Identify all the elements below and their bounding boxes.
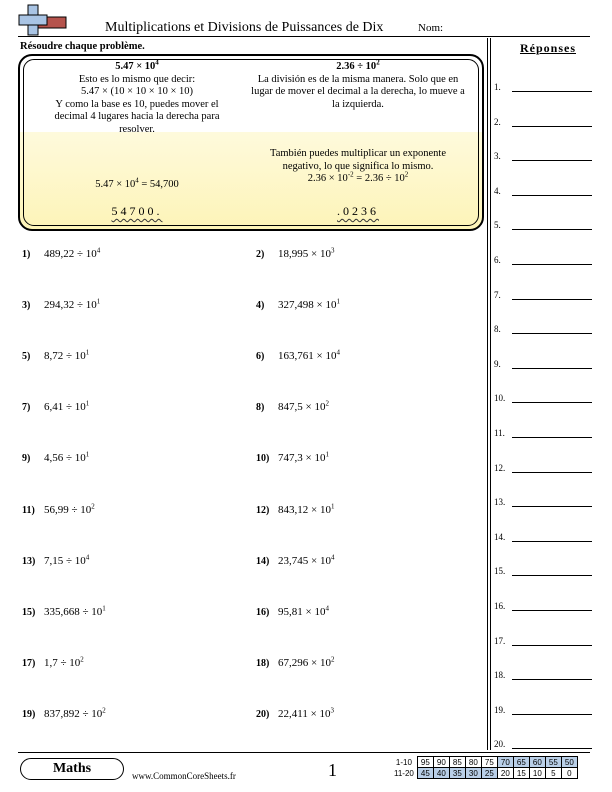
problem-exponent: 2	[330, 655, 335, 664]
problem-number: 20)	[256, 708, 270, 720]
answers-title: Réponses	[519, 41, 576, 55]
example-right-heading: $2.36 \div 10^2$	[336, 58, 380, 72]
problem-expression: 95,81 × 10	[278, 605, 326, 618]
problem-exponent: 2	[91, 501, 95, 510]
answer-field[interactable]	[512, 506, 592, 507]
problem-exponent: 2	[102, 706, 106, 715]
problem-expression: 837,892 ÷ 10	[44, 707, 103, 720]
problem-item	[256, 501, 335, 516]
score-table	[392, 756, 578, 779]
problem-exponent: 2	[325, 399, 329, 408]
problem-number: 11)	[22, 504, 35, 516]
problem-exponent: 4	[85, 552, 90, 561]
answer-label: 17.	[494, 635, 506, 646]
footer-rule	[18, 752, 590, 753]
problem-expression: 843,12 × 10	[278, 503, 331, 516]
answer-label: 13.	[494, 497, 506, 508]
problem-expression: 56,99 ÷ 10	[44, 503, 92, 516]
example-left-line: 5.47 × (10 × 10 × 10 × 10)	[80, 86, 194, 97]
problem-item	[256, 552, 335, 567]
example-right-line: la izquierda.	[332, 98, 384, 110]
score-cell: 60	[529, 757, 545, 768]
score-range-label: 11-20	[394, 768, 414, 778]
problem-expression: 23,745 × 10	[278, 554, 331, 567]
answer-field[interactable]	[512, 748, 592, 749]
score-cell: 75	[481, 757, 497, 768]
answer-field[interactable]	[512, 126, 592, 127]
problem-item	[256, 708, 334, 720]
answer-field[interactable]	[512, 610, 592, 611]
score-cell: 20	[497, 768, 513, 779]
problem-expression: 747,3 × 10	[278, 452, 326, 465]
problem-exponent: 3	[330, 706, 335, 715]
score-cell: 40	[433, 768, 449, 779]
problem-expression: 4,56 ÷ 10	[44, 452, 86, 465]
answer-field[interactable]	[512, 195, 592, 196]
answer-label: 14.	[494, 531, 506, 542]
problem-expression: 294,32 ÷ 10	[44, 299, 97, 312]
problem-item	[22, 501, 95, 516]
answer-label: 15.	[494, 566, 506, 577]
problem-number: 6)	[256, 351, 265, 363]
example-left-line: Y como la base es 10, puedes mover el	[55, 98, 219, 110]
problem-number: 1)	[22, 249, 31, 260]
problem-number: 3)	[22, 300, 31, 312]
answer-label: 10.	[494, 393, 506, 404]
answer-label: 11.	[494, 428, 505, 438]
problem-exponent: 4	[330, 552, 335, 561]
problem-item	[22, 606, 106, 618]
answer-label: 20.	[494, 739, 506, 750]
score-cell: 25	[481, 768, 497, 779]
answer-field[interactable]	[512, 402, 592, 403]
problem-exponent: 1	[85, 399, 90, 408]
answer-label: 5.	[494, 220, 501, 231]
problem-exponent: 1	[336, 297, 340, 306]
score-cell: 5	[545, 768, 561, 779]
problem-number: 12)	[256, 504, 270, 516]
problem-number: 15)	[22, 606, 36, 618]
score-row	[392, 757, 577, 768]
page-title: Multiplications et Divisions de Puissances de Dix	[105, 20, 384, 35]
problem-number: 8)	[256, 402, 265, 414]
problem-expression: 7,15 ÷ 10	[44, 554, 86, 567]
problem-number: 5)	[22, 351, 31, 363]
problem-number: 2)	[256, 249, 265, 260]
instructions: Résoudre chaque problème.	[20, 41, 145, 52]
problem-exponent: 2	[80, 655, 84, 664]
problem-expression: 22,411 × 10	[278, 707, 331, 720]
problem-expression: 163,761 × 10	[278, 350, 337, 363]
example-right-result: $2.36 \times 10^{-2} = 2.36 \div 10^2$	[307, 170, 409, 184]
answer-field[interactable]	[512, 645, 592, 646]
answer-label: 6.	[494, 255, 501, 265]
plus-logo-icon	[18, 4, 70, 38]
problem-item	[256, 452, 329, 464]
example-left-line: Esto es lo mismo que decir:	[78, 73, 196, 85]
answer-field[interactable]	[512, 437, 592, 438]
answer-label: 3.	[494, 151, 501, 162]
site-url[interactable]: www.CommonCoreSheets.fr	[132, 771, 236, 781]
score-row	[392, 768, 577, 779]
answer-field[interactable]	[512, 333, 592, 334]
problem-item	[22, 657, 84, 669]
answer-field[interactable]	[512, 264, 592, 265]
problem-number: 10)	[256, 453, 270, 465]
problem-number: 17)	[22, 657, 36, 669]
problem-exponent: 1	[330, 501, 335, 510]
answer-label: 16.	[494, 601, 506, 611]
problem-item	[22, 452, 89, 464]
problem-item	[22, 299, 100, 311]
score-cell: 15	[513, 768, 529, 779]
score-cell: 0	[561, 768, 577, 779]
problem-item	[256, 350, 340, 362]
problem-item	[256, 299, 340, 311]
answer-label: 8.	[494, 324, 501, 335]
example-right-line: También puedes multiplicar un exponente	[270, 148, 446, 159]
name-label: Nom:	[418, 22, 444, 34]
problem-item	[256, 248, 334, 260]
answer-field[interactable]	[512, 368, 592, 369]
answer-field[interactable]	[512, 91, 592, 92]
problem-exponent: 1	[325, 450, 329, 459]
score-cell: 30	[465, 768, 481, 779]
answer-label: 7.	[494, 289, 501, 300]
example-right	[232, 58, 484, 111]
score-cell: 50	[561, 757, 577, 768]
example-right-line: lugar de mover el decimal a la derecha, lo mueve a	[251, 86, 465, 97]
answer-label: 2.	[494, 116, 501, 127]
column-divider	[490, 38, 491, 750]
problem-exponent: 4	[336, 348, 340, 357]
problem-number: 9)	[22, 453, 31, 465]
answer-field[interactable]	[512, 679, 592, 680]
problem-expression: 335,668 ÷ 10	[44, 605, 103, 618]
problem-item	[256, 657, 334, 669]
score-cell: 10	[529, 768, 545, 779]
problem-item	[256, 401, 329, 413]
problem-expression: 847,5 × 10	[278, 401, 326, 414]
example-box	[18, 54, 484, 231]
page-number: 1	[328, 760, 337, 780]
example-right-digits: .0236	[337, 204, 379, 218]
problem-expression: 327,498 × 10	[278, 299, 337, 312]
problem-exponent: 1	[96, 297, 101, 306]
score-cell: 55	[545, 757, 561, 768]
score-cell: 95	[417, 757, 433, 768]
example-left	[26, 58, 248, 136]
answer-label: 12.	[494, 462, 506, 473]
answer-field[interactable]	[512, 472, 592, 473]
example-left-line: resolver.	[119, 123, 155, 135]
problem-item	[22, 552, 90, 567]
problem-expression: 18,995 × 10	[278, 248, 331, 260]
subject-badge: Maths	[20, 758, 124, 780]
problem-expression: 489,22 ÷ 10	[44, 248, 97, 260]
problem-exponent: 3	[330, 246, 335, 255]
answer-field[interactable]	[512, 229, 592, 230]
answer-label: 1.	[494, 82, 501, 92]
score-cell: 70	[497, 757, 513, 768]
answer-field[interactable]	[512, 714, 592, 715]
problem-exponent: 1	[102, 604, 106, 613]
problem-number: 19)	[22, 708, 36, 720]
example-left-result: $5.47 \times 10^4 = 54,700$	[95, 176, 179, 190]
problem-number: 7)	[22, 402, 31, 414]
score-cell: 45	[417, 768, 433, 779]
problem-item	[256, 606, 329, 618]
problem-number: 14)	[256, 555, 270, 567]
problem-exponent: 4	[96, 246, 101, 255]
problem-exponent: 1	[85, 348, 90, 357]
problem-expression: 1,7 ÷ 10	[44, 656, 81, 669]
example-left-line: decimal 4 lugares hacia la derecha para	[54, 111, 220, 122]
answer-label: 4.	[494, 185, 501, 196]
score-cell: 35	[449, 768, 465, 779]
score-cell: 85	[449, 757, 465, 768]
problem-number: 4)	[256, 300, 265, 312]
problem-expression: 6,41 ÷ 10	[44, 401, 86, 414]
problem-number: 13)	[22, 555, 36, 567]
score-cell: 90	[433, 757, 449, 768]
example-right-line: negativo, lo que significa lo mismo.	[282, 160, 434, 172]
column-divider	[487, 38, 488, 750]
example-left-heading: $5.47 \times 10^4$	[115, 58, 159, 72]
answer-field[interactable]	[512, 160, 592, 161]
problem-exponent: 1	[85, 450, 90, 459]
answer-field[interactable]	[512, 299, 592, 300]
example-left-digits: 54700.	[111, 204, 163, 218]
problem-number: 16)	[256, 606, 270, 618]
problem-exponent: 4	[325, 604, 329, 613]
problem-expression: 67,296 × 10	[278, 656, 331, 669]
problem-item	[22, 248, 100, 260]
problem-expression: 8,72 ÷ 10	[44, 350, 86, 363]
example-right-note	[232, 148, 484, 186]
answer-label: 19.	[494, 704, 506, 715]
answer-label: 18.	[494, 670, 506, 681]
problem-item	[22, 401, 89, 413]
score-range-label: 1-10	[395, 757, 412, 767]
example-right-line: La división es de la misma manera. Solo que en	[257, 73, 459, 85]
problem-number: 18)	[256, 657, 270, 669]
score-cell: 65	[513, 757, 529, 768]
header-rule	[18, 36, 590, 37]
score-cell: 80	[465, 757, 481, 768]
answer-field[interactable]	[512, 575, 592, 576]
answer-field[interactable]	[512, 541, 592, 542]
problem-item	[22, 350, 89, 362]
answer-label: 9.	[494, 358, 501, 369]
problem-item	[22, 708, 106, 720]
